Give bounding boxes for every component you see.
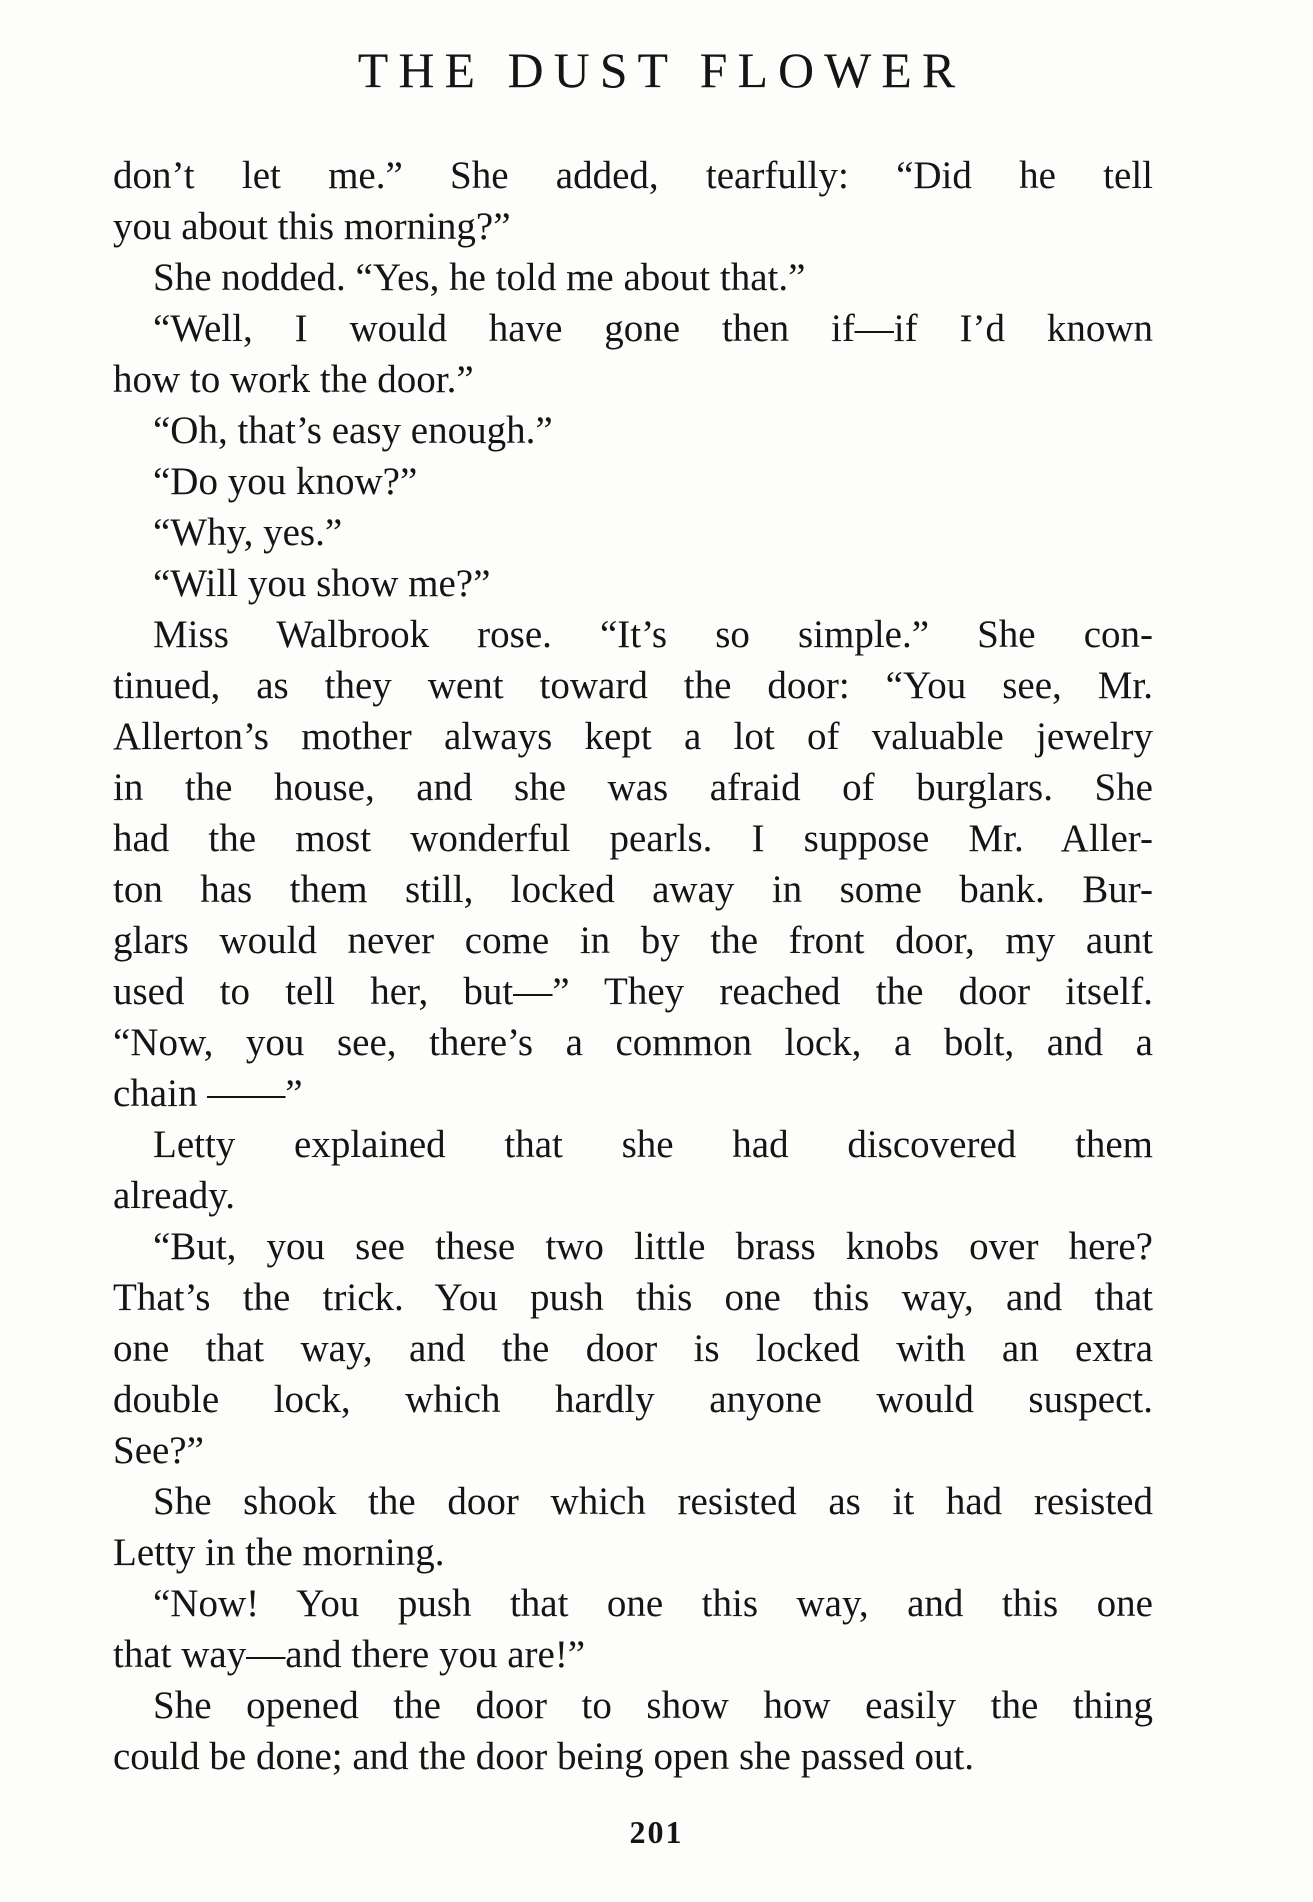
paragraph: [113, 150, 1153, 252]
paragraph: [113, 558, 1153, 609]
paragraph: [113, 303, 1153, 405]
paragraph: [113, 1119, 1153, 1221]
text-line: “Now, you see, there’s a common lock, a bolt, and a: [113, 1021, 1153, 1064]
text-line: Letty explained that she had discovered them: [153, 1123, 1153, 1166]
paragraph: [113, 456, 1153, 507]
page-number: 201: [629, 1814, 684, 1850]
text-line: “But, you see these two little brass knobs over here?: [153, 1225, 1153, 1268]
text-line: chain ——”: [113, 1072, 303, 1115]
paragraph: [113, 1680, 1153, 1782]
text-line: ton has them still, locked away in some bank. Bur-: [113, 868, 1153, 911]
paragraph: [113, 405, 1153, 456]
text-line: glars would never come in by the front door, my aunt: [113, 919, 1153, 962]
text-line: She opened the door to show how easily the thing: [153, 1684, 1153, 1727]
text-line: “Will you show me?”: [153, 562, 491, 605]
text-line: “Oh, that’s easy enough.”: [153, 409, 553, 452]
text-line: “Well, I would have gone then if—if I’d known: [153, 307, 1153, 350]
text-line: don’t let me.” She added, tearfully: “Did he tell: [113, 154, 1153, 197]
text-line: had the most wonderful pearls. I suppose Mr. Aller-: [113, 817, 1153, 860]
text-line: Miss Walbrook rose. “It’s so simple.” She con-: [153, 613, 1153, 656]
text-line: in the house, and she was afraid of burglars. She: [113, 766, 1153, 809]
paragraph: [113, 1476, 1153, 1578]
body-text: [113, 150, 1153, 1782]
text-line: how to work the door.”: [113, 358, 474, 401]
text-line: Allerton’s mother always kept a lot of valuable jewelry: [113, 715, 1153, 758]
text-line: She shook the door which resisted as it had resisted: [153, 1480, 1153, 1523]
text-line: “Why, yes.”: [153, 511, 343, 554]
paragraph: [113, 252, 1153, 303]
running-head: THE DUST FLOWER: [357, 42, 966, 98]
text-line: She nodded. “Yes, he told me about that.”: [153, 256, 806, 299]
text-line: could be done; and the door being open she passed out.: [113, 1735, 975, 1778]
text-line: tinued, as they went toward the door: “You see, Mr.: [113, 664, 1153, 707]
text-line: used to tell her, but—” They reached the door itself.: [113, 970, 1153, 1013]
text-line: “Do you know?”: [153, 460, 418, 503]
text-line: That’s the trick. You push this one this way, and that: [113, 1276, 1153, 1319]
text-line: one that way, and the door is locked with an extra: [113, 1327, 1153, 1370]
paragraph: [113, 1578, 1153, 1680]
paragraph: [113, 507, 1153, 558]
text-line: that way—and there you are!”: [113, 1633, 586, 1676]
text-line: already.: [113, 1174, 235, 1217]
text-line: “Now! You push that one this way, and this one: [153, 1582, 1153, 1625]
text-line: See?”: [113, 1429, 204, 1472]
paragraph: [113, 1221, 1153, 1476]
paragraph: [113, 609, 1153, 1119]
text-line: you about this morning?”: [113, 205, 511, 248]
text-line: double lock, which hardly anyone would suspect.: [113, 1378, 1153, 1421]
text-line: Letty in the morning.: [113, 1531, 445, 1574]
